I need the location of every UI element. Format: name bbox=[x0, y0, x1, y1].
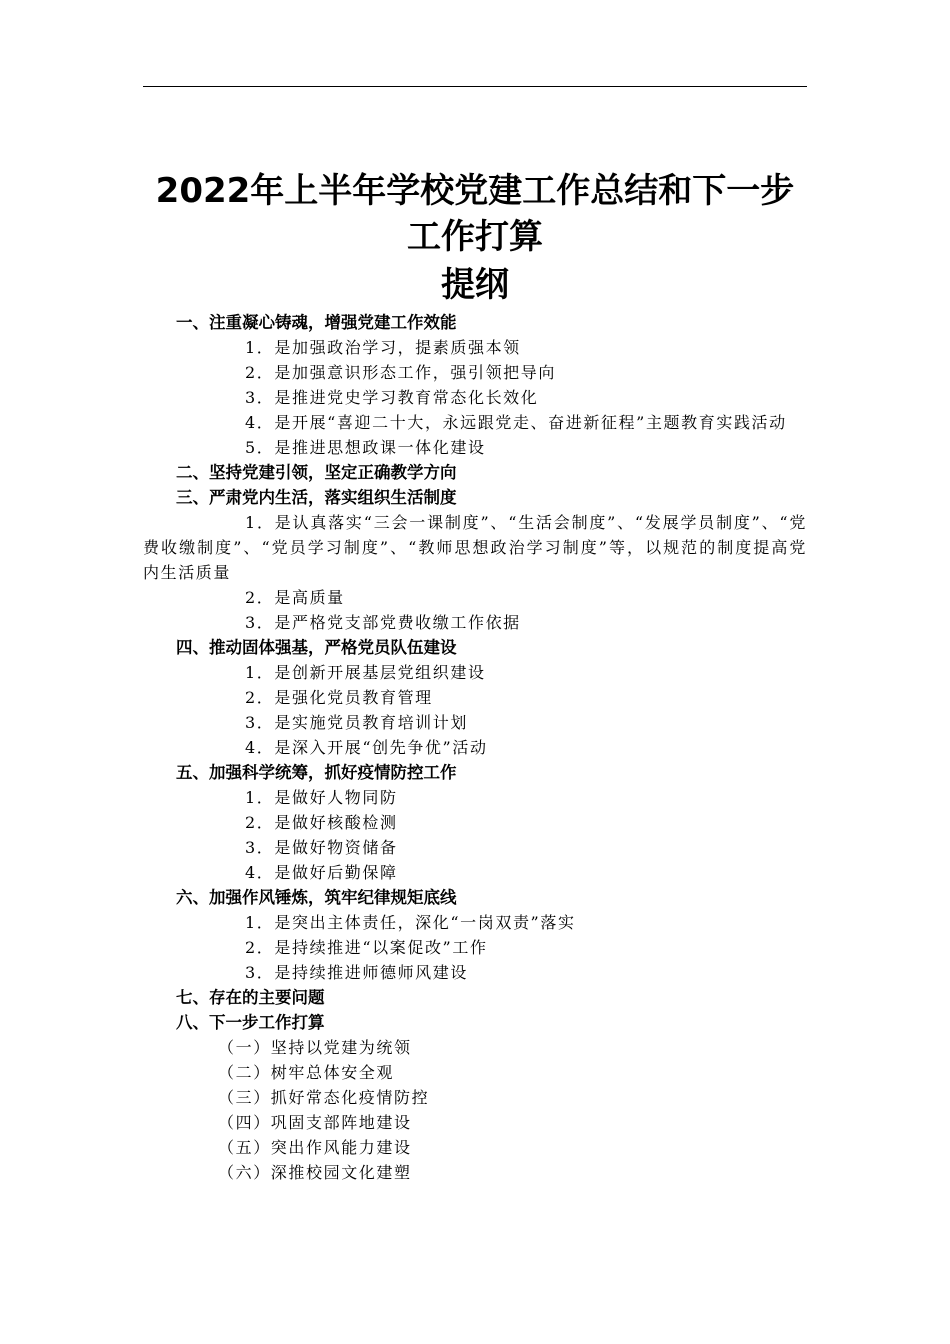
section-8-subitem-1: （一）坚持以党建为统领 bbox=[218, 1038, 412, 1057]
section-heading-6: 六、加强作风锤炼，筑牢纪律规矩底线 bbox=[176, 888, 457, 907]
header-rule bbox=[143, 86, 807, 87]
section-heading-2: 二、坚持党建引领，坚定正确教学方向 bbox=[176, 463, 457, 482]
section-5-item-1: 1．是做好人物同防 bbox=[245, 788, 398, 807]
section-3-item-3: 3．是严格党支部党费收缴工作依据 bbox=[245, 613, 521, 632]
section-4-item-2: 2．是强化党员教育管理 bbox=[245, 688, 433, 707]
section-heading-8: 八、下一步工作打算 bbox=[176, 1013, 325, 1032]
section-8-subitem-4: （四）巩固支部阵地建设 bbox=[218, 1113, 412, 1132]
section-4-item-4: 4．是深入开展“创先争优”活动 bbox=[245, 738, 488, 757]
section-1-item-2: 2．是加强意识形态工作，强引领把导向 bbox=[245, 363, 556, 382]
section-3-item-1: 1．是认真落实“三会一课制度”、“生活会制度”、“发展学员制度”、“党费收缴制度”、“党员学习制度”、“教师思想政治学习制度”等，以规范的制度提高党内生活质量 bbox=[143, 513, 807, 582]
section-heading-5: 五、加强科学统筹，抓好疫情防控工作 bbox=[176, 763, 457, 782]
section-4-item-1: 1．是创新开展基层党组织建设 bbox=[245, 663, 486, 682]
section-heading-3: 三、严肃党内生活，落实组织生活制度 bbox=[176, 488, 457, 507]
section-5-item-2: 2．是做好核酸检测 bbox=[245, 813, 398, 832]
document-title-line-2: 工作打算 bbox=[407, 217, 543, 257]
section-3-item-2: 2．是高质量 bbox=[245, 588, 345, 607]
section-5-item-4: 4．是做好后勤保障 bbox=[245, 863, 398, 882]
section-4-item-3: 3．是实施党员教育培训计划 bbox=[245, 713, 468, 732]
section-8-subitem-5: （五）突出作风能力建设 bbox=[218, 1138, 412, 1157]
section-1-item-3: 3．是推进党史学习教育常态化长效化 bbox=[245, 388, 539, 407]
outline bbox=[0, 310, 950, 1185]
section-heading-1: 一、注重凝心铸魂，增强党建工作效能 bbox=[176, 313, 457, 332]
section-heading-4: 四、推动固体强基，严格党员队伍建设 bbox=[176, 638, 457, 657]
section-1-item-1: 1．是加强政治学习，提素质强本领 bbox=[245, 338, 521, 357]
section-8-subitem-2: （二）树牢总体安全观 bbox=[218, 1063, 395, 1082]
section-6-item-1: 1．是突出主体责任，深化“一岗双责”落实 bbox=[245, 913, 576, 932]
section-8-subitem-3: （三）抓好常态化疫情防控 bbox=[218, 1088, 430, 1107]
document-title-line-3: 提纲 bbox=[441, 265, 509, 305]
section-6-item-2: 2．是持续推进“以案促改”工作 bbox=[245, 938, 488, 957]
section-1-item-4: 4．是开展“喜迎二十大，永远跟党走、奋进新征程”主题教育实践活动 bbox=[245, 413, 787, 432]
section-1-item-5: 5．是推进思想政课一体化建设 bbox=[245, 438, 486, 457]
section-5-item-3: 3．是做好物资储备 bbox=[245, 838, 398, 857]
document-title-line-1: 2022年上半年学校党建工作总结和下一步 bbox=[155, 171, 795, 211]
section-8-subitem-6: （六）深推校园文化建塑 bbox=[218, 1163, 412, 1182]
section-6-item-3: 3．是持续推进师德师风建设 bbox=[245, 963, 468, 982]
section-heading-7: 七、存在的主要问题 bbox=[176, 988, 325, 1007]
